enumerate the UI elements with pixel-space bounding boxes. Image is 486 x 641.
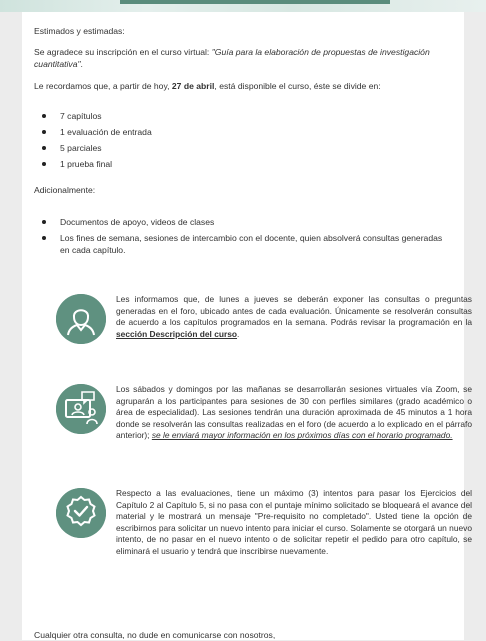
zoom-sessions-note: se le enviará mayor información en los próximos días con el horario programado. xyxy=(151,430,453,441)
list-item: 1 evaluación de entrada xyxy=(34,126,452,142)
video-conference-icon xyxy=(56,384,106,434)
course-structure-list xyxy=(34,110,452,174)
list-item: 7 capítulos xyxy=(34,110,452,126)
evaluations-text: Respecto a las evaluaciones, tiene un máximo (3) intentos para pasar los Ejercicios del Capítulo 2 al Capítulo 5, si no pasa con el puntaje mínimo solicitado se bloqueará el avance del material y le mostrará un mensaje "Pre-requisito no completado". Usted tiene la opción de escribirnos para solicitar un nuevo intento para iniciar el curso. Solamente se otorgará un nuevo intento, de no pasar en el nuevo intento o de solicitar repetir el pedido para otro capítulo, se eliminará el usuario y tendrá que inscribirse nuevamente. xyxy=(116,488,472,556)
forum-info-end: . xyxy=(237,328,240,339)
forum-info-text xyxy=(116,294,472,340)
start-date: 27 de abril xyxy=(171,81,215,91)
intro-prefix: Se agradece su inscripción en el curso virtual: xyxy=(34,47,212,57)
intro-suffix: . xyxy=(80,59,83,69)
zoom-sessions-body: Los sábados y domingos por las mañanas se desarrollarán sesiones virtuales vía Zoom, se agruparán a los participantes para sesiones de 30 con perfiles similares (grado académico o área de especialidad). Las sesiones tendrán una duración aproximada de 45 minutos a 1 hora donde se resolverán las consultas realizadas en el foro (de acuerdo a lo explicado en el párrafo anterior); xyxy=(116,384,472,441)
additional-list xyxy=(34,216,452,260)
person-icon xyxy=(56,294,106,344)
list-item: 1 prueba final xyxy=(34,158,452,174)
forum-info-body: Les informamos que, de lunes a jueves se deberán exponer las consultas o preguntas generadas en el foro, ubicado antes de cada evaluación. Únicamente se resolverán consultas de acuerdo a los capítulos programados en la semana. Podrás revisar la programación en la xyxy=(116,294,472,328)
list-item: Documentos de apoyo, videos de clases xyxy=(34,216,452,228)
additional-heading: Adicionalmente: xyxy=(34,185,96,195)
course-title: "Guía para la elaboración de propuestas de investigación cuantitativa" xyxy=(34,47,430,69)
closing-line: Cualquier otra consulta, no dude en comunicarse con nosotros, xyxy=(34,630,276,640)
reminder-suffix: , está disponible el curso, éste se divide en: xyxy=(214,81,381,91)
list-item: Los fines de semana, sesiones de intercambio con el docente, quien absolverá consultas generadas en cada capítulo. xyxy=(34,232,452,256)
course-description-link[interactable]: sección Descripción del curso xyxy=(116,328,238,339)
reminder-prefix: Le recordamos que, a partir de hoy, xyxy=(34,81,172,91)
email-body xyxy=(22,12,472,640)
intro-paragraph xyxy=(34,46,452,70)
badge-check-icon xyxy=(56,488,106,538)
greeting: Estimados y estimadas: xyxy=(34,26,125,36)
header-banner-bar xyxy=(120,0,390,4)
reminder-paragraph xyxy=(34,80,452,92)
zoom-sessions-text xyxy=(116,384,472,442)
list-item: 5 parciales xyxy=(34,142,452,158)
